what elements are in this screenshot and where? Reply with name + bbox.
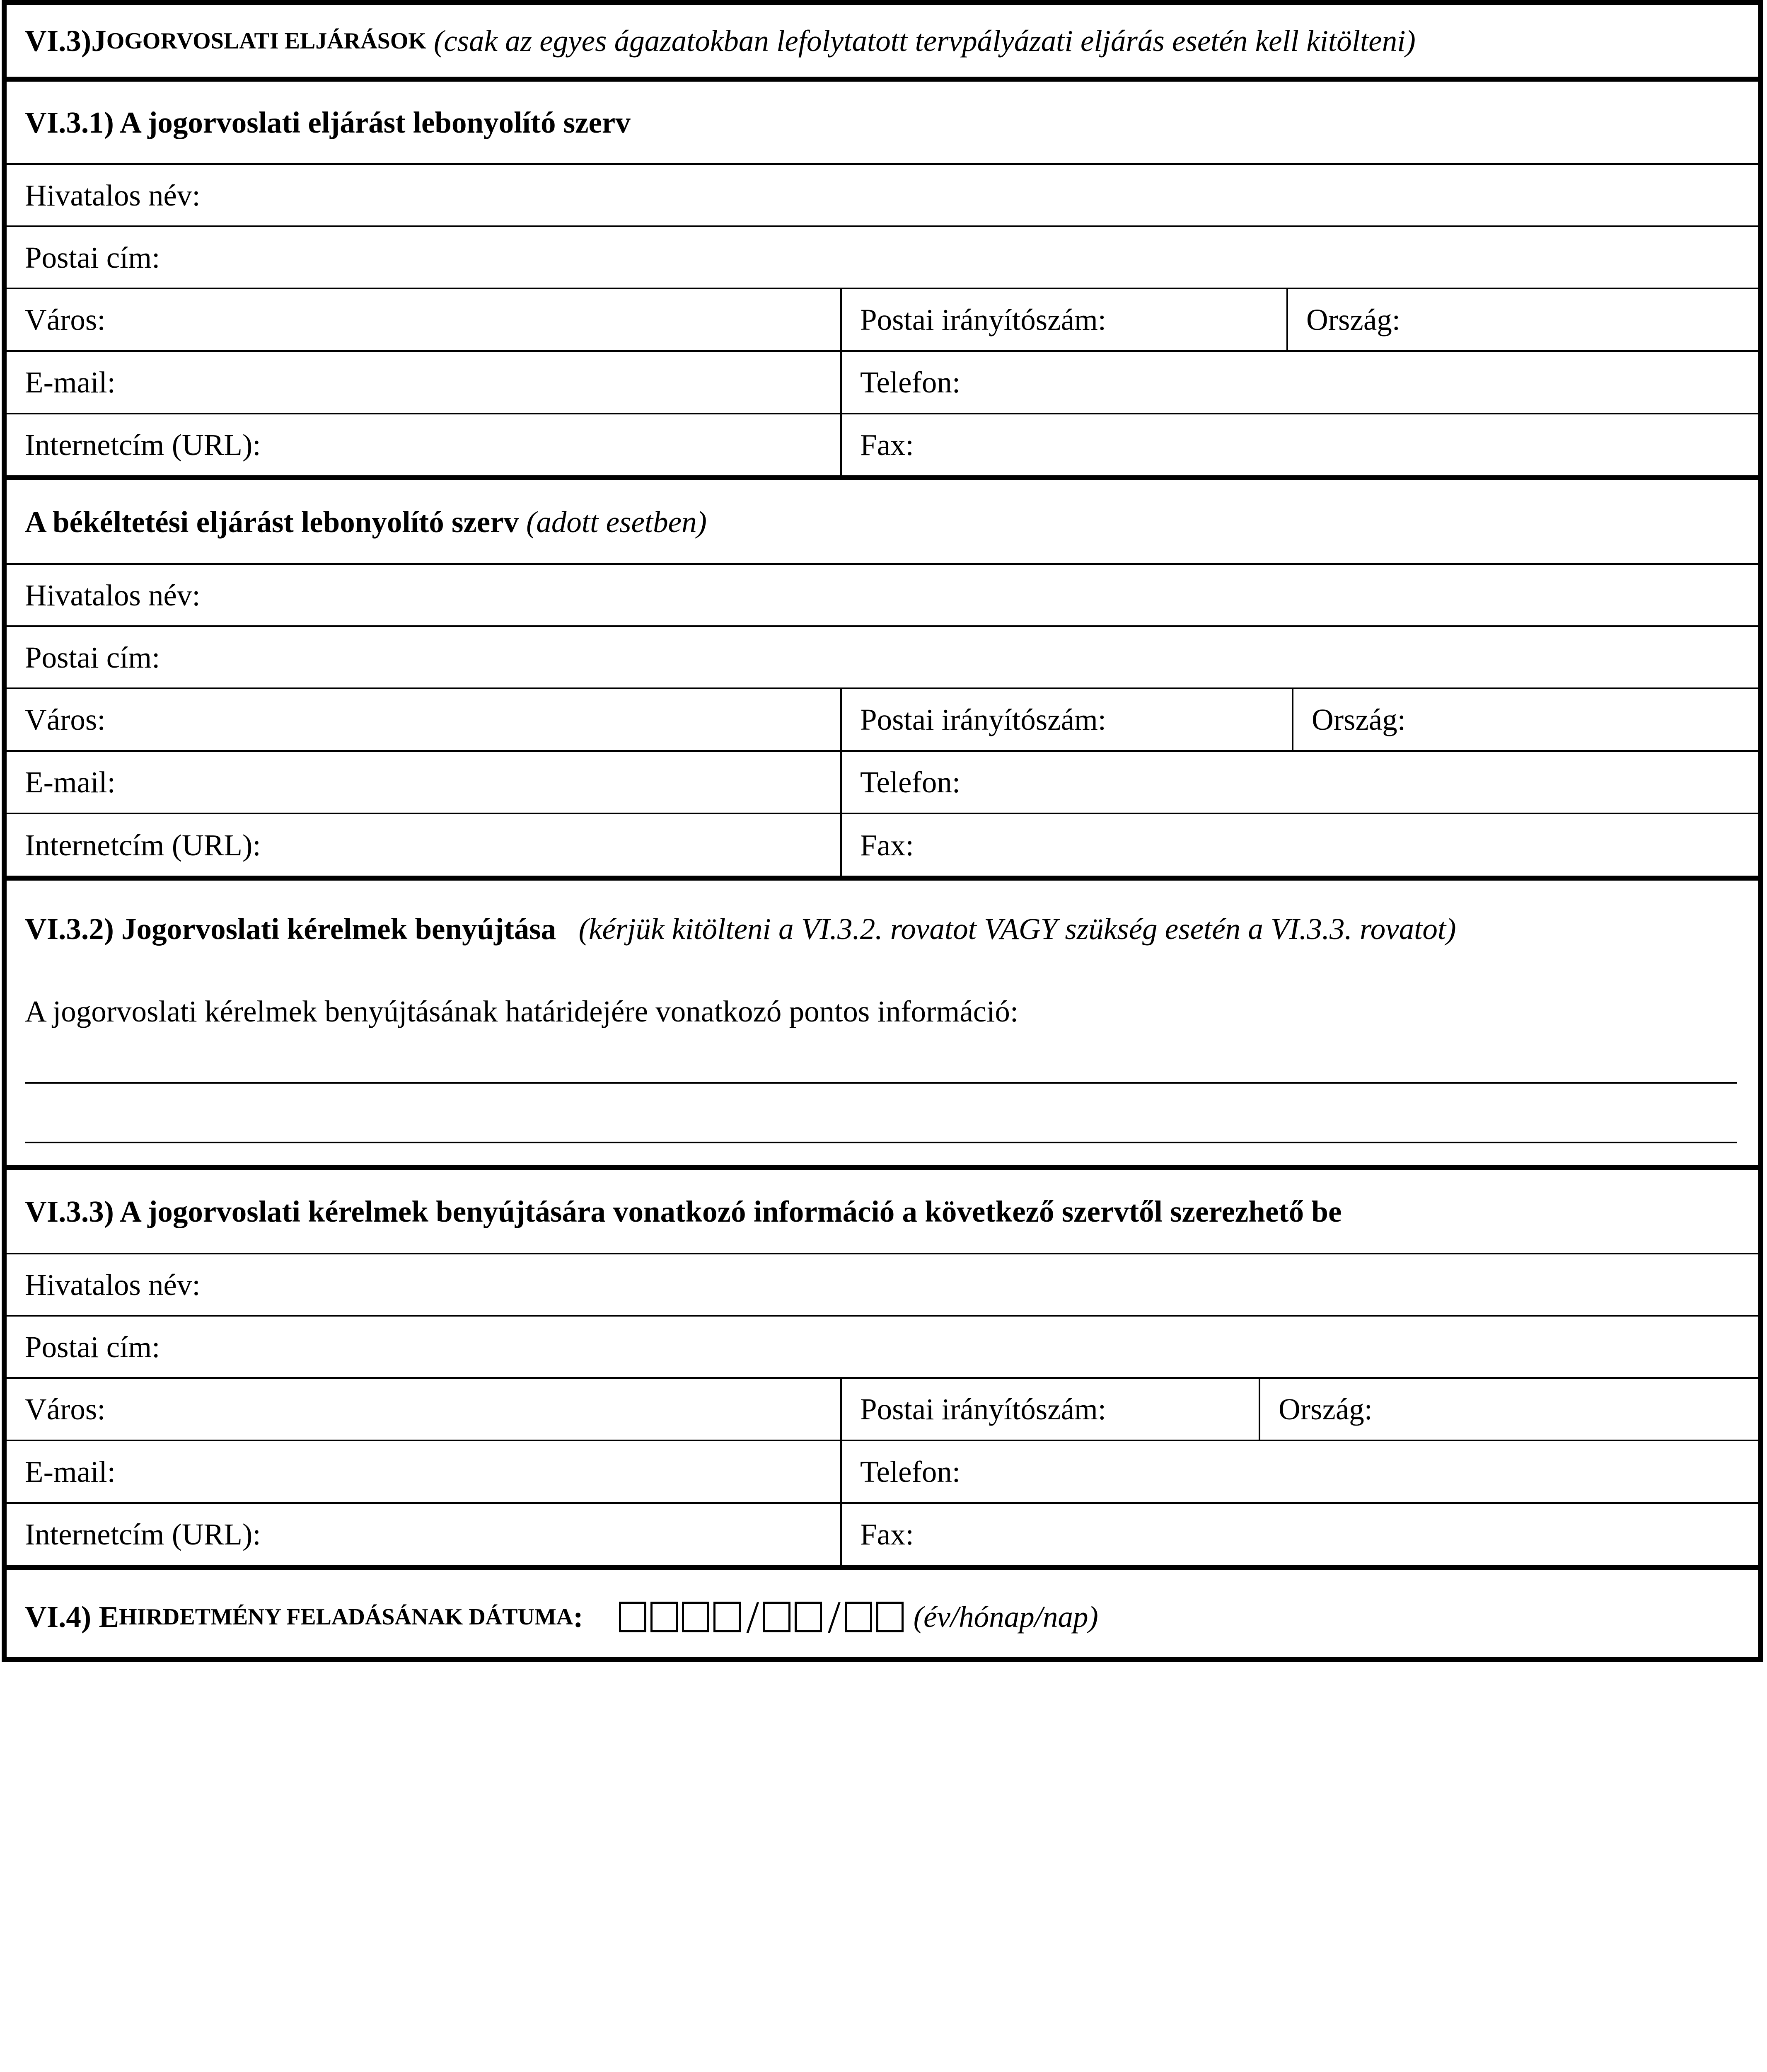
year-digit-box[interactable] <box>682 1602 709 1632</box>
vi31-url-label: Internetcím (URL): <box>25 428 261 462</box>
vi33-official-name-label: Hivatalos név: <box>25 1268 201 1302</box>
vi31-fax-label: Fax: <box>840 414 1758 475</box>
mediation-url-row <box>7 814 1758 881</box>
mediation-telephone-label: Telefon: <box>840 752 1758 813</box>
vi31-official-name-label: Hivatalos név: <box>25 178 201 212</box>
vi3-header-row <box>7 0 1758 82</box>
mediation-town-label: Város: <box>25 703 106 736</box>
vi31-postal-address-row <box>7 227 1758 289</box>
mediation-country-label: Ország: <box>1292 689 1758 750</box>
vi33-telephone-label: Telefon: <box>840 1441 1758 1502</box>
vi31-heading: VI.3.1) A jogorvoslati eljárást lebonyolító szerv <box>25 106 631 139</box>
vi32-note: (kérjük kitölteni a VI.3.2. rovatot VAGY szükség esetén a VI.3.3. rovatot) <box>578 912 1456 946</box>
mediation-postal-code-label: Postai irányítószám: <box>840 689 1292 750</box>
day-digit-box[interactable] <box>876 1602 904 1632</box>
vi4-number: VI.4) E <box>25 1600 119 1634</box>
vi3-number: VI.3) <box>25 24 92 58</box>
vi33-url-row <box>7 1504 1758 1570</box>
vi33-fax-label: Fax: <box>840 1504 1758 1565</box>
month-digit-box[interactable] <box>795 1602 822 1632</box>
vi4-title: HIRDETMÉNY FELADÁSÁNAK DÁTUMA <box>119 1604 573 1630</box>
vi4-day-boxes <box>845 1602 908 1632</box>
vi4-month-boxes <box>763 1602 826 1632</box>
vi4-date-format: (év/hónap/nap) <box>913 1600 1098 1634</box>
vi32-info-text: A jogorvoslati kérelmek benyújtásának határidejére vonatkozó pontos információ: <box>25 995 1019 1028</box>
vi31-email-row <box>7 352 1758 414</box>
vi33-postal-address-row <box>7 1317 1758 1379</box>
year-digit-box[interactable] <box>619 1602 646 1632</box>
vi32-title: VI.3.2) Jogorvoslati kérelmek benyújtása <box>25 912 556 946</box>
mediation-title: A békéltetési eljárást lebonyolító szerv <box>25 505 519 539</box>
day-digit-box[interactable] <box>845 1602 872 1632</box>
vi33-email-label: E-mail: <box>25 1455 116 1489</box>
vi3-note: (csak az egyes ágazatokban lefolytatott tervpályázati eljárás esetén kell kitölteni) <box>433 24 1416 58</box>
vi33-heading-row <box>7 1170 1758 1254</box>
vi31-heading-row <box>7 82 1758 165</box>
vi32-block <box>7 881 1758 1170</box>
mediation-official-name-row <box>7 565 1758 627</box>
month-digit-box[interactable] <box>763 1602 790 1632</box>
vi3-title: OGORVOSLATI ELJÁRÁSOK <box>106 28 426 54</box>
mediation-heading-row <box>7 480 1758 565</box>
vi31-postal-address-label: Postai cím: <box>25 240 160 274</box>
mediation-email-label: E-mail: <box>25 765 116 799</box>
mediation-town-row <box>7 689 1758 752</box>
vi33-heading: VI.3.3) A jogorvoslati kérelmek benyújtására vonatkozó információ a következő szervtől szerezhető be <box>25 1194 1342 1228</box>
vi31-town-row <box>7 289 1758 352</box>
vi4-row <box>7 1570 1758 1657</box>
vi31-url-row <box>7 414 1758 480</box>
mediation-official-name-label: Hivatalos név: <box>25 578 201 612</box>
vi32-answer-line-2[interactable] <box>25 1142 1737 1143</box>
date-separator: / <box>746 1591 759 1642</box>
mediation-fax-label: Fax: <box>840 814 1758 876</box>
vi33-email-row <box>7 1441 1758 1504</box>
vi3-header <box>7 5 1758 77</box>
vi33-postal-address-label: Postai cím: <box>25 1330 160 1364</box>
date-separator: / <box>828 1591 841 1642</box>
vi33-country-label: Ország: <box>1259 1379 1758 1440</box>
vi4-year-boxes <box>619 1602 745 1632</box>
vi33-town-row <box>7 1379 1758 1441</box>
vi31-telephone-label: Telefon: <box>840 352 1758 413</box>
vi4-date <box>7 1570 1758 1657</box>
mediation-url-label: Internetcím (URL): <box>25 828 261 862</box>
vi4-colon: : <box>573 1600 583 1634</box>
year-digit-box[interactable] <box>650 1602 678 1632</box>
mediation-postal-address-row <box>7 627 1758 689</box>
vi31-official-name-row <box>7 165 1758 227</box>
mediation-heading <box>7 480 1758 563</box>
year-digit-box[interactable] <box>713 1602 741 1632</box>
vi31-email-label: E-mail: <box>25 366 116 399</box>
mediation-note: (adott esetben) <box>526 505 707 539</box>
mediation-email-row <box>7 752 1758 814</box>
vi32-heading <box>25 914 1456 944</box>
vi3-title-initial: J <box>91 24 106 58</box>
mediation-postal-address-label: Postai cím: <box>25 640 160 674</box>
vi31-country-label: Ország: <box>1286 289 1758 350</box>
vi33-postal-code-label: Postai irányítószám: <box>840 1379 1259 1440</box>
vi33-official-name-row <box>7 1254 1758 1317</box>
vi31-postal-code-label: Postai irányítószám: <box>840 289 1286 350</box>
vi33-url-label: Internetcím (URL): <box>25 1518 261 1551</box>
form-section-vi3 <box>2 0 1763 1662</box>
vi32-answer-line-1[interactable] <box>25 1082 1737 1084</box>
vi31-town-label: Város: <box>25 303 106 336</box>
vi33-town-label: Város: <box>25 1392 106 1426</box>
